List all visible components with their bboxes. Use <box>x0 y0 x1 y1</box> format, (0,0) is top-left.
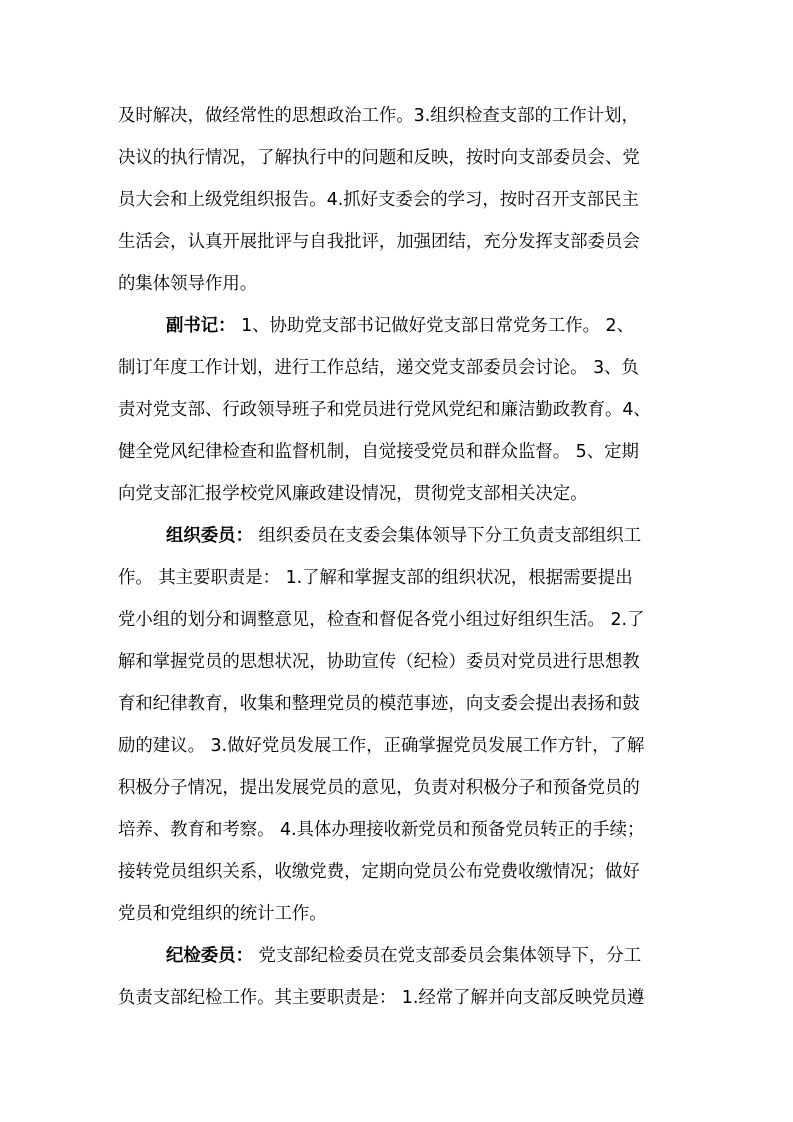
text-line: 积极分子情况，提出发展党员的意见，负责对积极分子和预备党员的 <box>118 778 640 798</box>
deputy-secretary-text: 1、协助党支部书记做好党支部日常党务工作。 2、 <box>235 316 634 336</box>
text-line: 育和纪律教育，收集和整理党员的模范事迹，向支委会提出表扬和鼓 <box>118 694 640 714</box>
discipline-member-text: 党支部纪检委员在党支部委员会集体领导下，分工 <box>252 946 642 966</box>
text-line: 员大会和上级党组织报告。4.抓好支委会的学习，按时召开支部民主 <box>118 190 639 210</box>
text-line: 决议的执行情况，了解执行中的问题和反映，按时向支部委员会、党 <box>118 148 640 168</box>
text-line: 接转党员组织关系，收缴党费，定期向党员公布党费收缴情况；做好 <box>118 862 640 882</box>
text-line: 作。 其主要职责是： 1.了解和掌握支部的组织状况，根据需要提出 <box>118 568 633 588</box>
text-line: 的集体领导作用。 <box>118 274 258 294</box>
discipline-member-label: 纪检委员： <box>166 946 253 966</box>
text-line: 培养、教育和考察。 4.具体办理接收新党员和预备党员转正的手续； <box>118 820 645 840</box>
text-line: 及时解决，做经常性的思想政治工作。3.组织检查支部的工作计划， <box>118 106 639 126</box>
text-line: 解和掌握党员的思想状况，协助宣传（纪检）委员对党员进行思想教 <box>118 652 640 672</box>
organization-member-label: 组织委员： <box>166 526 253 546</box>
text-line: 负责支部纪检工作。其主要职责是： 1.经常了解并向支部反映党员遵 <box>118 988 645 1008</box>
text-line: 制订年度工作计划，进行工作总结，递交党支部委员会讨论。 3、负 <box>118 358 639 378</box>
text-line: 向党支部汇报学校党风廉政建设情况，贯彻党支部相关决定。 <box>118 484 588 504</box>
text-line: 励的建议。 3.做好党员发展工作，正确掌握党员发展工作方针，了解 <box>118 736 645 756</box>
organization-member-first-line <box>166 525 678 547</box>
text-line: 党小组的划分和调整意见，检查和督促各党小组过好组织生活。 2.了 <box>118 610 645 630</box>
text-line: 健全党风纪律检查和监督机制，自觉接受党员和群众监督。 5、定期 <box>118 442 639 462</box>
deputy-secretary-label: 副书记： <box>166 316 236 336</box>
discipline-member-first-line <box>166 945 678 967</box>
deputy-secretary-first-line <box>166 315 678 337</box>
text-line: 责对党支部、行政领导班子和党员进行党风党纪和廉洁勤政教育。4、 <box>118 400 651 420</box>
text-line: 党员和党组织的统计工作。 <box>118 904 327 924</box>
text-line: 生活会，认真开展批评与自我批评，加强团结，充分发挥支部委员会 <box>118 232 640 252</box>
organization-member-text: 组织委员在支委会集体领导下分工负责支部组织工 <box>252 526 642 546</box>
